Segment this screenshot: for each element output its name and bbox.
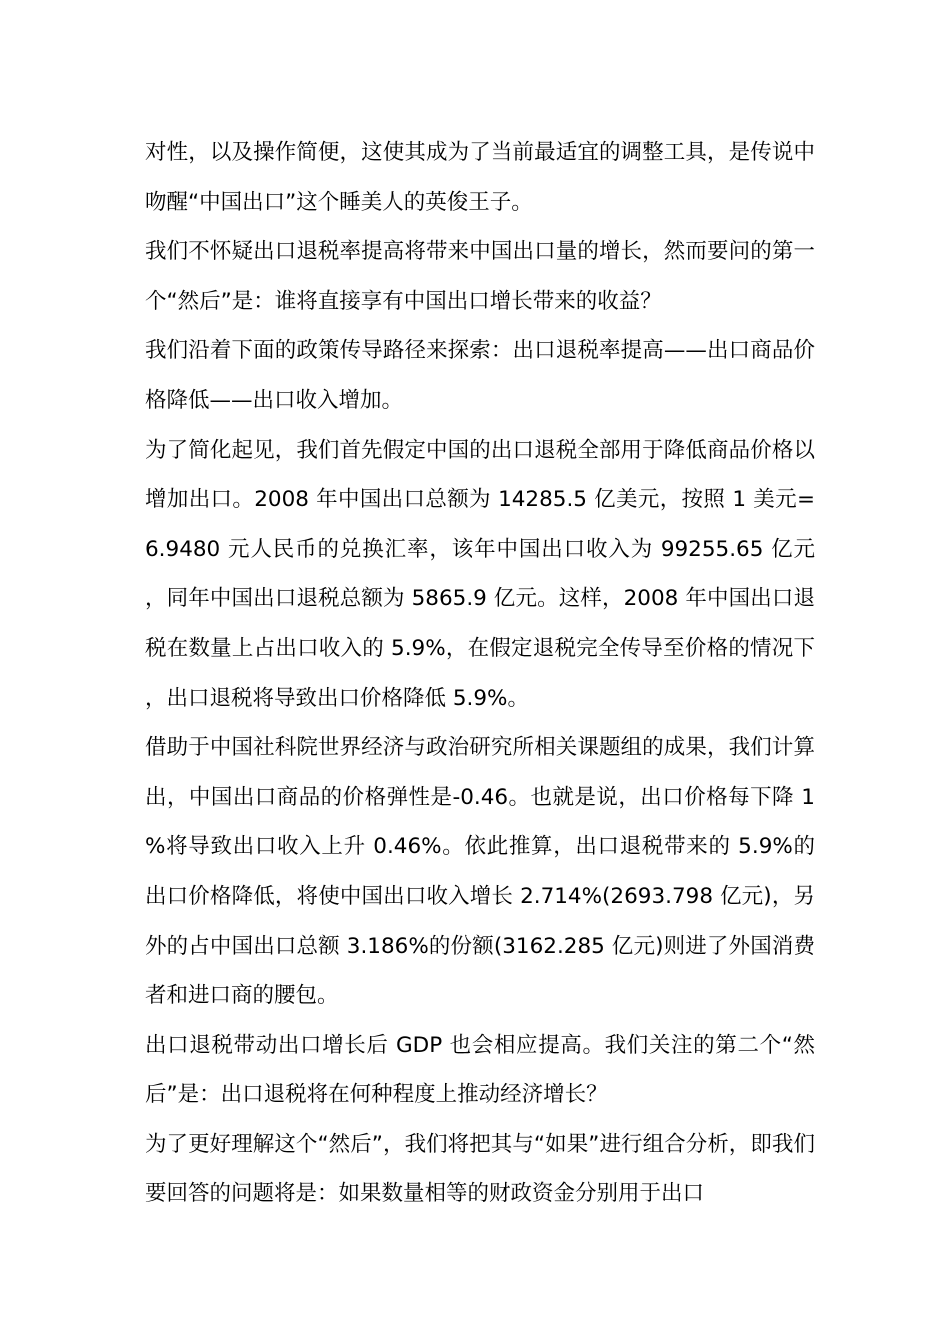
paragraph-6: 出口退税带动出口增长后 GDP 也会相应提高。我们关注的第二个“然后”是：出口退税将在何种程度上推动经济增长？	[145, 1032, 815, 1108]
paragraph-2: 我们不怀疑出口退税率提高将带来中国出口量的增长，然而要问的第一个“然后”是：谁将直接享有中国出口增长带来的收益？	[145, 239, 815, 314]
paragraph-5: 借助于中国社科院世界经济与政治研究所相关课题组的成果，我们计算出，中国出口商品的价格弹性是-0.46。也就是说，出口价格每下降 1%将导致出口收入上升 0.46%。依此推算，出口退税带来的 5.9%的出口价格降低，将使中国出口收入增长 2.714%(2693.798 亿元)，另外的占中国出口总额 3.186%的份额(3162.285 亿元)则进了外国消费者和进口商的腰包。	[145, 735, 815, 1009]
paragraph-3: 我们沿着下面的政策传导路径来探索：出口退税率提高——出口商品价格降低——出口收入增加。	[145, 338, 815, 413]
paragraph-4: 为了简化起见，我们首先假定中国的出口退税全部用于降低商品价格以增加出口。2008 年中国出口总额为 14285.5 亿美元，按照 1 美元=6.9480 元人民币的兑换汇率，该年中国出口收入为 99255.65 亿元，同年中国出口退税总额为 5865.9 亿元。这样，2008 年中国出口退税在数量上占出口收入的 5.9%，在假定退税完全传导至价格的情况下，出口退税将导致出口价格降低 5.9%。	[145, 437, 815, 711]
paragraph-7: 为了更好理解这个“然后”，我们将把其与“如果”进行组合分析，即我们要回答的问题将是：如果数量相等的财政资金分别用于出口	[145, 1131, 815, 1207]
document-body	[145, 128, 815, 1219]
paragraph-1: 对性，以及操作简便，这使其成为了当前最适宜的调整工具，是传说中吻醒“中国出口”这个睡美人的英俊王子。	[145, 140, 815, 215]
